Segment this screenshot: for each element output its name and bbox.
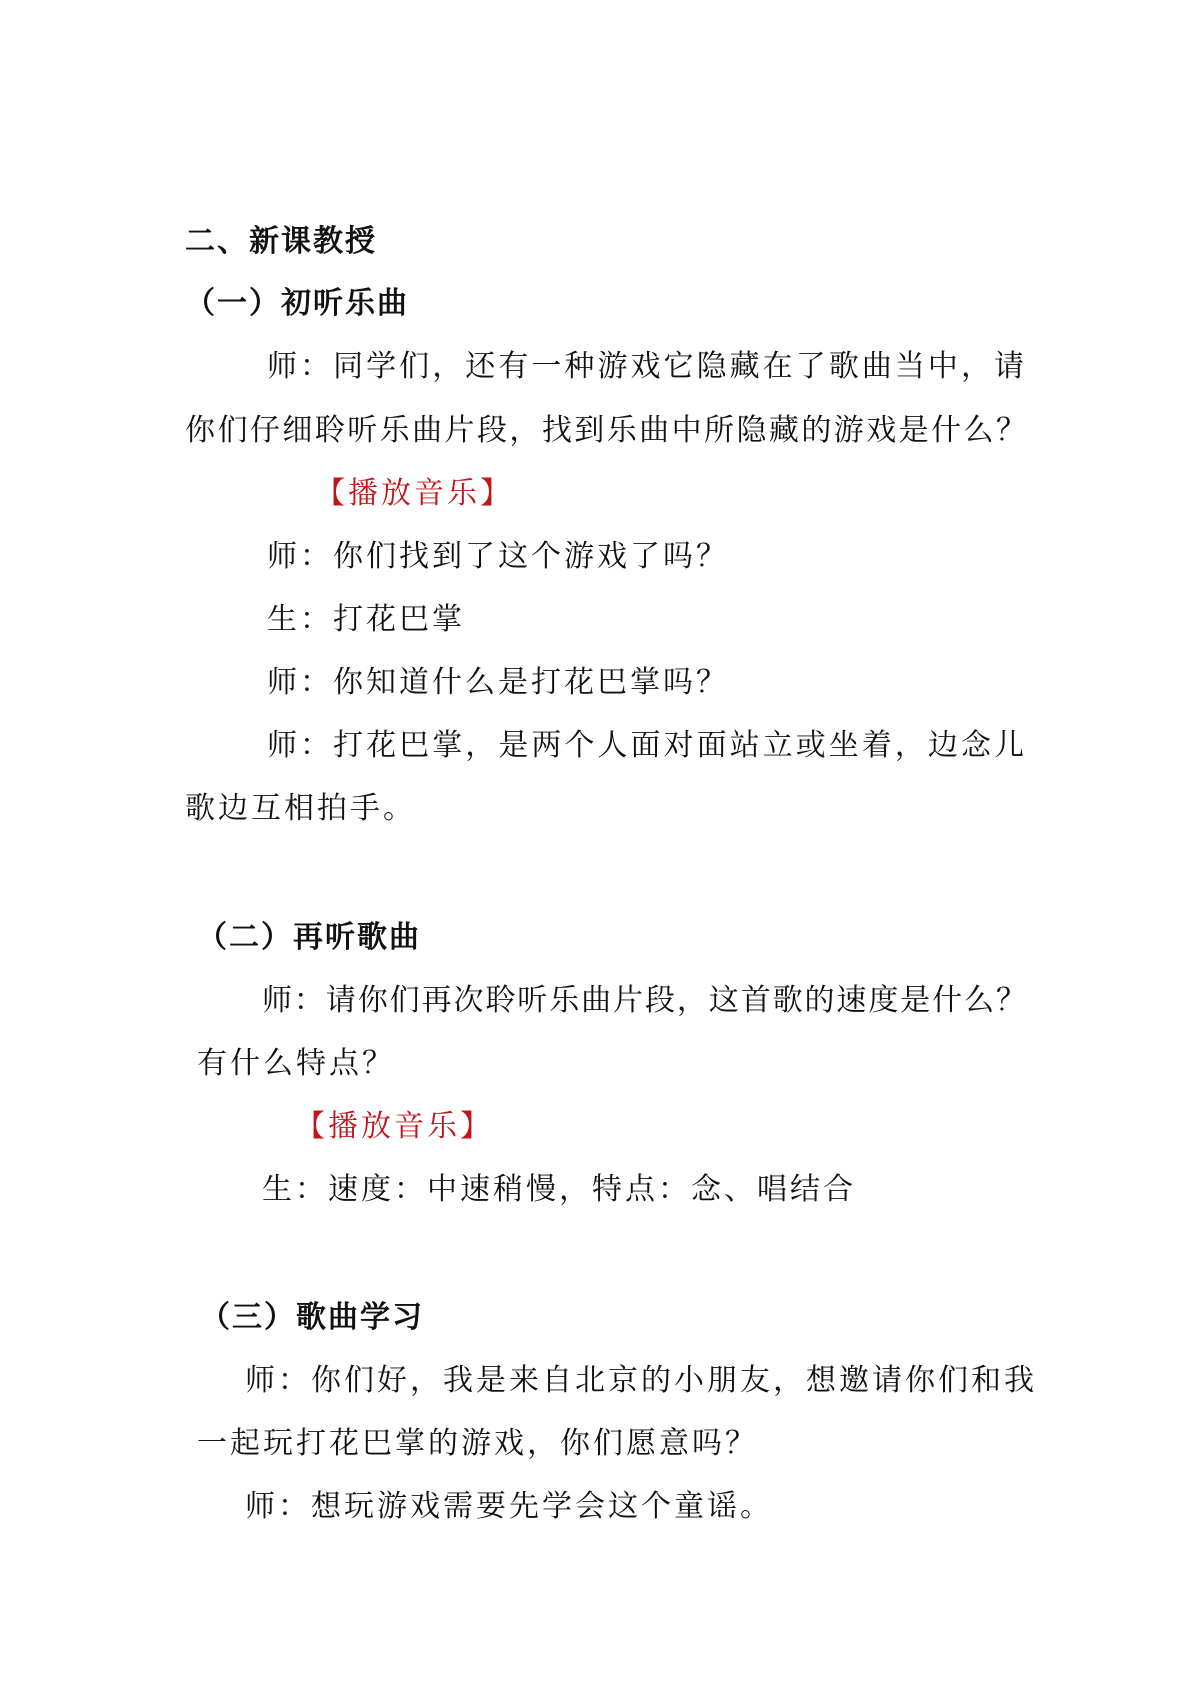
part2-line-1: 师：请你们再次聆听乐曲片段，这首歌的速度是什么？ xyxy=(262,983,1027,1018)
play-music-cue-2: 【播放音乐】 xyxy=(295,1109,493,1144)
part3-line-2: 一起玩打花巴掌的游戏，你们愿意吗？ xyxy=(197,1426,758,1461)
part1-line-4: 师：你们找到了这个游戏了吗？ xyxy=(267,539,729,574)
part2-heading: （二）再听歌曲 xyxy=(197,920,421,955)
part1-heading: （一）初听乐曲 xyxy=(185,286,409,321)
part3-heading: （三）歌曲学习 xyxy=(200,1300,424,1335)
part2-line-4: 生：速度：中速稍慢，特点：念、唱结合 xyxy=(262,1172,856,1207)
part1-line-8: 歌边互相拍手。 xyxy=(185,791,416,826)
part1-line-5: 生：打花巴掌 xyxy=(267,602,465,637)
part1-line-2: 你们仔细聆听乐曲片段，找到乐曲中所隐藏的游戏是什么？ xyxy=(185,413,1027,448)
part1-line-1: 师：同学们，还有一种游戏它隐藏在了歌曲当中，请 xyxy=(267,349,1027,384)
play-music-cue: 【播放音乐】 xyxy=(315,476,513,511)
part1-line-6: 师：你知道什么是打花巴掌吗？ xyxy=(267,665,729,700)
part2-line-2: 有什么特点？ xyxy=(197,1046,395,1081)
section-title: 二、新课教授 xyxy=(185,224,377,259)
part3-line-1: 师：你们好，我是来自北京的小朋友，想邀请你们和我 xyxy=(245,1363,1037,1398)
part1-line-7: 师：打花巴掌，是两个人面对面站立或坐着，边念儿 xyxy=(267,728,1027,763)
part3-line-3: 师：想玩游戏需要先学会这个童谣。 xyxy=(245,1489,773,1524)
